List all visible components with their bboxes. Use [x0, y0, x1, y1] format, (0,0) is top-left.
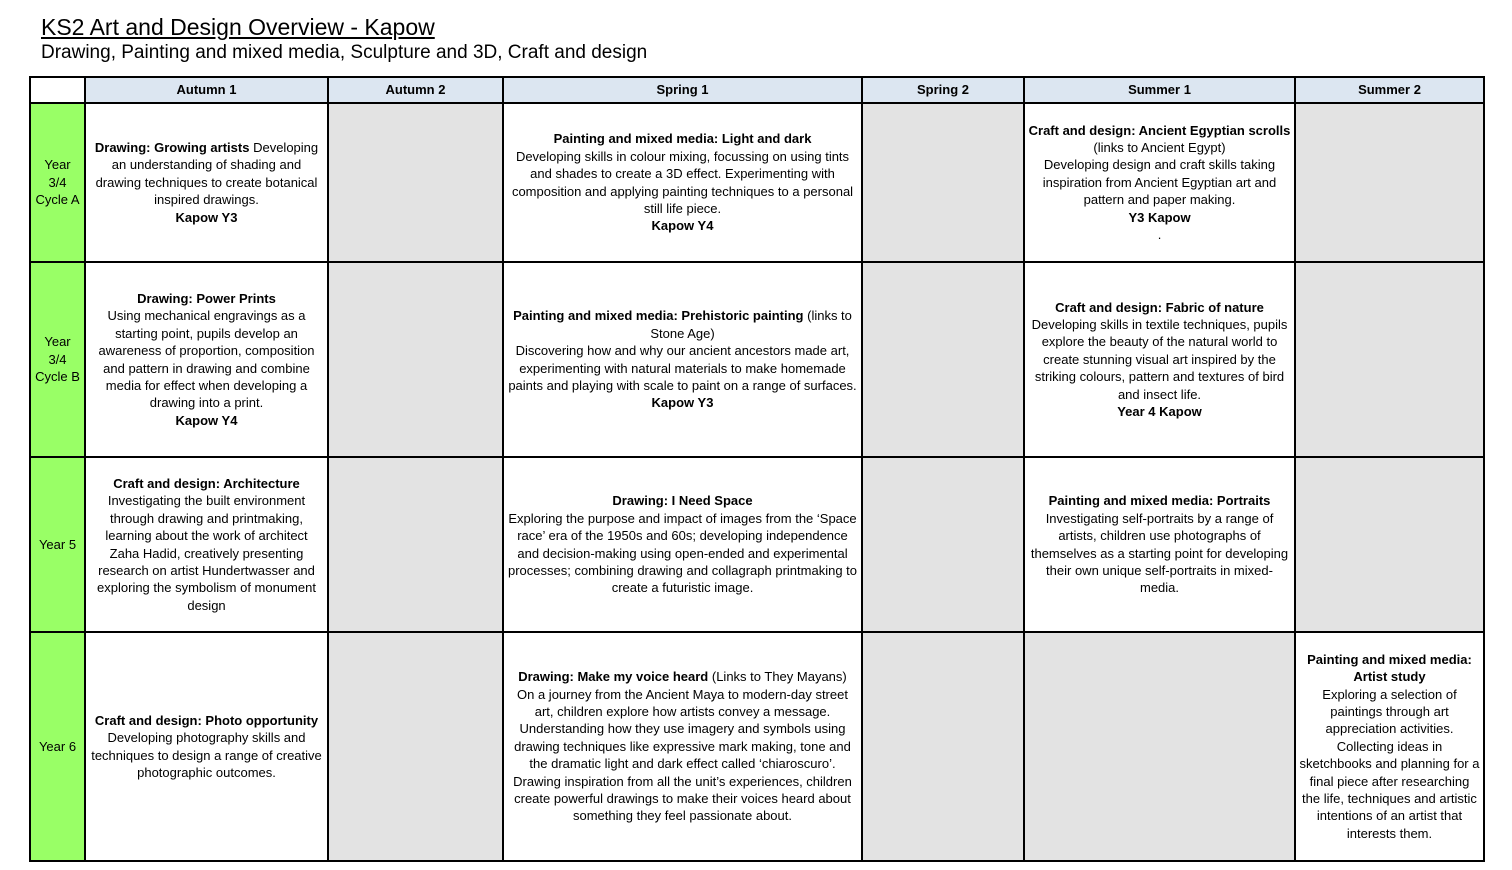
year-cell: Year 3/4 Cycle A: [30, 103, 85, 262]
table-row: [30, 632, 1484, 861]
unit-cell: [85, 103, 328, 262]
unit-title: Craft and design: Ancient Egyptian scrolls: [1028, 122, 1291, 138]
unit-title: Craft and design: Fabric of nature: [1055, 299, 1264, 315]
unit-description: Using mechanical engravings as a starting point, pupils develop an awareness of proportion, composition and pattern in drawing and combine media for effect when developing a drawing into a print.: [98, 308, 315, 411]
year-cell: Year 5: [30, 457, 85, 632]
unit-reference: Kapow Y3: [651, 395, 714, 411]
empty-cell: [862, 457, 1024, 632]
unit-title: Painting and mixed media: Portraits: [1048, 493, 1271, 509]
column-header-summer-1: Summer 1: [1024, 77, 1295, 103]
empty-cell: [1295, 457, 1484, 632]
unit-reference: Year 4 Kapow: [1117, 404, 1202, 420]
unit-title: Painting and mixed media: Artist study: [1307, 651, 1472, 685]
table-row: [30, 262, 1484, 457]
unit-cell: [85, 457, 328, 632]
empty-cell: [328, 632, 503, 861]
page-subtitle: Drawing, Painting and mixed media, Sculpture and 3D, Craft and design: [41, 42, 648, 63]
unit-cell: [1024, 262, 1295, 457]
unit-description: Developing design and craft skills taking inspiration from Ancient Egyptian art and pattern and paper making.: [1042, 157, 1277, 208]
unit-cell: [85, 632, 328, 861]
unit-cell: [85, 262, 328, 457]
column-header-spring-1: Spring 1: [503, 77, 862, 103]
year-cell: Year 6: [30, 632, 85, 861]
unit-cell: [1024, 103, 1295, 262]
unit-link-note: (Links to They Mayans): [711, 669, 847, 685]
header-row: [30, 77, 1484, 103]
unit-title: Painting and mixed media: Light and dark: [553, 131, 812, 147]
column-header-spring-2: Spring 2: [862, 77, 1024, 103]
unit-reference: Kapow Y3: [175, 209, 238, 225]
unit-description: Exploring the purpose and impact of images from the ‘Space race’ era of the 1950s and 60s; developing independence and decision-making using open-ended and experimental processes; combining drawing and collagraph printmaking to create a futuristic image.: [507, 510, 858, 596]
unit-description: Developing skills in colour mixing, focussing on using tints and shades to create a 3D effect. Experimenting with composition and applying painting techniques to a personal still life piece.: [511, 148, 854, 216]
unit-link-note: (links to Stone Age): [650, 308, 852, 341]
table-row: [30, 457, 1484, 632]
unit-title: Drawing: Growing artists: [94, 139, 250, 155]
unit-title: Painting and mixed media: Prehistoric painting: [513, 308, 804, 324]
column-header-autumn-2: Autumn 2: [328, 77, 503, 103]
unit-reference: Y3 Kapow: [1128, 209, 1191, 225]
unit-cell: [1024, 457, 1295, 632]
unit-cell: [503, 457, 862, 632]
corner-cell: [30, 77, 85, 103]
unit-link-note: (links to Ancient Egypt): [1093, 139, 1226, 155]
empty-cell: [328, 457, 503, 632]
unit-reference: Kapow Y4: [651, 218, 714, 234]
unit-extra: .: [1157, 227, 1162, 243]
unit-title: Drawing: Make my voice heard: [518, 669, 709, 685]
empty-cell: [1295, 103, 1484, 262]
unit-description: Developing skills in textile techniques, pupils explore the beauty of the natural world to create stunning visual art inspired by the striking colours, pattern and textures of bird and insect life.: [1031, 316, 1288, 402]
unit-title: Drawing: I Need Space: [612, 493, 753, 509]
unit-description: Developing an understanding of shading and drawing techniques to create botanical inspired drawings.: [95, 139, 319, 208]
overview-table: [29, 76, 1485, 862]
unit-description: Exploring a selection of paintings through art appreciation activities. Collecting ideas in sketchbooks and planning for a final piece after researching the life, techniques and artistic intentions of an artist that interests them.: [1299, 686, 1480, 841]
unit-description: Discovering how and why our ancient ancestors made art, experimenting with natural materials to make homemade paints and playing with scale to paint on a range of surfaces.: [508, 343, 857, 393]
empty-cell: [1024, 632, 1295, 861]
empty-cell: [328, 262, 503, 457]
unit-description: Developing photography skills and techniques to design a range of creative photographic outcomes.: [91, 730, 322, 780]
empty-cell: [862, 632, 1024, 861]
unit-description: Investigating self-portraits by a range of artists, children use photographs of themselves as a starting point for developing their own unique self-portraits in mixed-media.: [1030, 510, 1289, 596]
unit-cell: [1295, 632, 1484, 861]
unit-description: On a journey from the Ancient Maya to modern-day street art, children explore how artists convey a message. Understanding how they use imagery and symbols using drawing techniques like expressive mark making, tone and the dramatic light and dark effect called ‘chiaroscuro’. Drawing inspiration from all the unit’s experiences, children create powerful drawings to make their voices heard about something they feel passionate about.: [513, 686, 852, 824]
unit-cell: [503, 103, 862, 262]
empty-cell: [862, 103, 1024, 262]
unit-reference: Kapow Y4: [175, 412, 238, 428]
column-header-summer-2: Summer 2: [1295, 77, 1484, 103]
empty-cell: [328, 103, 503, 262]
unit-cell: [503, 632, 862, 861]
year-cell: Year 3/4 Cycle B: [30, 262, 85, 457]
page-title: KS2 Art and Design Overview - Kapow: [41, 14, 435, 40]
unit-title: Craft and design: Photo opportunity: [94, 712, 319, 728]
empty-cell: [862, 262, 1024, 457]
unit-cell: [503, 262, 862, 457]
unit-title: Drawing: Power Prints: [137, 290, 276, 306]
table-row: [30, 103, 1484, 262]
empty-cell: [1295, 262, 1484, 457]
column-header-autumn-1: Autumn 1: [85, 77, 328, 103]
unit-title: Craft and design: Architecture: [113, 475, 300, 491]
unit-description: Investigating the built environment through drawing and printmaking, learning about the work of architect Zaha Hadid, creatively presenting research on artist Hundertwasser and exploring the symbolism of monument design: [97, 493, 316, 613]
